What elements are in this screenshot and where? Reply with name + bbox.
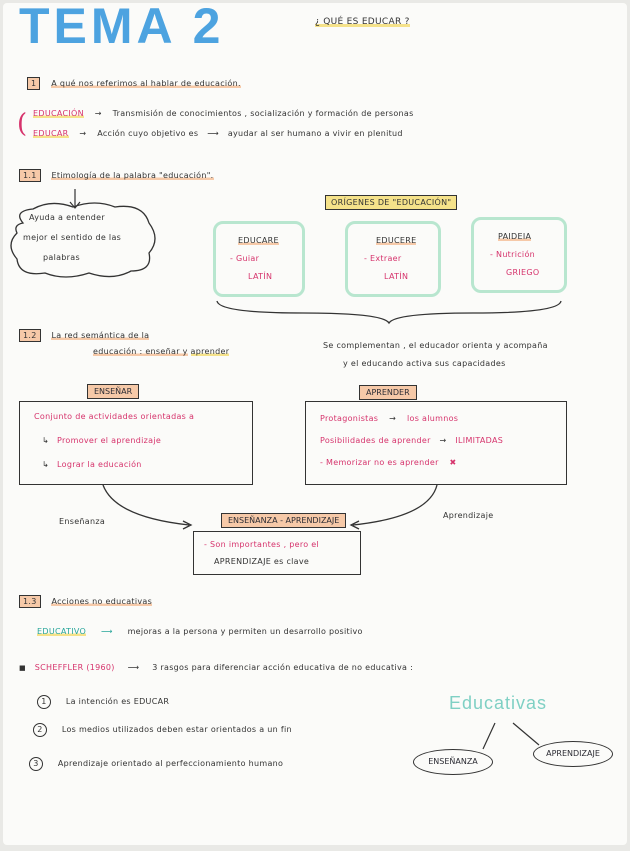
aprender-line-3 [320,458,457,467]
section-number: 1.2 [19,329,41,342]
corner-arrow-icon: ↳ [42,436,50,445]
oval-aprendizaje: APRENDIZAJE [533,741,613,767]
criteria-text: La intención es EDUCAR [65,697,170,706]
section-number: 1.3 [19,595,41,608]
ensenar-box [19,401,253,485]
criteria-text: Aprendizaje orientado al perfeccionamiento humano [57,759,284,768]
complement-note-line-1: Se complementan , el educador orienta y acompaña [323,341,548,350]
long-arrow-icon: ⟶ [100,627,113,636]
section-number: 1.1 [19,169,41,182]
origin-term: EDUCARE [238,236,279,245]
definition-text-b: ayudar al ser humano a vivir en plenitud [227,129,403,138]
definition-educar [33,129,403,138]
section-1-1-heading-row [19,169,214,182]
section-heading: Etimología de la palabra "educación". [51,171,214,180]
curly-brace-icon [217,301,561,323]
section-number: 1 [27,77,40,90]
complement-note-line-2: y el educando activa sus capacidades [343,359,506,368]
origin-box-paideia [471,217,567,293]
section-1-heading-row [27,77,241,90]
corner-arrow-icon: ↳ [42,460,50,469]
cloud-line-1: Ayuda a entender [29,213,105,222]
circled-number-icon: 3 [29,757,43,771]
combo-line-2: APRENDIZAJE es clave [214,557,310,566]
scheffler-text: 3 rasgos para diferenciar acción educativa de no educativa : [152,663,414,672]
cross-icon: ✖ [449,458,457,467]
ensenar-label: ENSEÑAR [87,384,139,399]
ensenar-item-1 [42,436,161,445]
arrow-icon: → [389,414,397,423]
origin-meaning: - Extraer [364,254,402,263]
criteria-item-3 [29,757,283,771]
long-arrow-icon: ⟶ [207,129,219,138]
cloud-line-3: palabras [43,253,80,262]
origin-meaning: - Nutrición [490,250,536,259]
definition-text: Transmisión de conocimientos , socialización y formación de personas [112,109,414,118]
educativo-text: mejoras a la persona y permiten un desarrollo positivo [127,627,363,636]
cloud-line-2: mejor el sentido de las [23,233,122,242]
aprender-line-1b: los alumnos [406,414,459,423]
aprender-line-1a: Protagonistas [320,414,379,423]
circled-number-icon: 2 [33,723,47,737]
origin-box-educere [345,221,441,297]
origin-term: EDUCERE [376,236,417,245]
circled-number-icon: 1 [37,695,51,709]
ensenar-item-text: Promover el aprendizaje [57,436,162,445]
notebook-page [3,3,627,845]
aprender-box [305,401,567,485]
origin-meaning: - Guiar [230,254,260,263]
arrow-icon: → [94,109,102,118]
origin-language: GRIEGO [506,268,540,277]
section-heading: Acciones no educativas [51,597,153,606]
scheffler-row [19,663,413,672]
combo-label: ENSEÑANZA - APRENDIZAJE [221,513,346,528]
arrow-label-ensenanza: Enseñanza [59,517,106,526]
section-heading-line-2a: educación : enseñar y [93,347,188,356]
ensenar-item-text: Lograr la educación [57,460,142,469]
aprender-line-2a: Posibilidades de aprender [320,436,431,445]
aprender-line-3-text: - Memorizar no es aprender [320,458,439,467]
term-scheffler: SCHEFFLER (1960) [34,663,115,672]
section-1-2-heading-line-2 [93,347,229,356]
arrow-icon: → [439,436,447,445]
term-educacion: EDUCACIÓN [33,109,84,118]
page-title: TEMA 2 [19,3,225,54]
section-1-2-heading-row [19,329,149,342]
combo-box [193,531,361,575]
aprender-line-2b: ILIMITADAS [455,436,504,445]
educativas-title: Educativas [449,693,548,713]
definition-educacion [33,109,414,118]
bullet-icon: ■ [19,664,26,672]
left-brace-icon: ( [17,109,28,139]
ensenar-item-2 [42,460,142,469]
oval-ensenanza: ENSEÑANZA [413,749,493,775]
ensenar-line-1: Conjunto de actividades orientadas a [34,412,195,421]
criteria-text: Los medios utilizados deben estar orientados a un fin [61,725,292,734]
origin-term: PAIDEIA [498,232,532,241]
origin-language: LATÍN [384,272,409,281]
combo-line-1: - Son importantes , pero el [204,540,320,549]
origin-box-educare [213,221,305,297]
term-educativo: EDUCATIVO [37,627,87,636]
criteria-item-2 [33,723,292,737]
curved-arrow-left [103,485,189,525]
term-educar: EDUCAR [33,129,69,138]
arrow-label-aprendizaje: Aprendizaje [443,511,494,520]
aprender-label: APRENDER [359,385,417,400]
long-arrow-icon: ⟶ [127,663,140,672]
criteria-item-1 [37,695,169,709]
section-heading-line-2b: aprender [190,347,230,356]
curved-arrow-right [353,485,437,525]
aprender-line-2 [320,436,503,445]
origin-language: LATÍN [248,272,273,281]
definition-text-a: Acción cuyo objetivo es [97,129,199,138]
section-1-3-heading-row [19,595,152,608]
educativo-row [37,627,363,636]
page-question: ¿ QUÉ ES EDUCAR ? [315,17,410,27]
arrow-icon: → [79,129,87,138]
origins-label: ORÍGENES DE "EDUCACIÓN" [325,195,457,210]
section-heading-line-1: La red semántica de la [51,331,150,340]
aprender-line-1 [320,414,458,423]
section-heading: A qué nos referimos al hablar de educación. [51,79,241,88]
